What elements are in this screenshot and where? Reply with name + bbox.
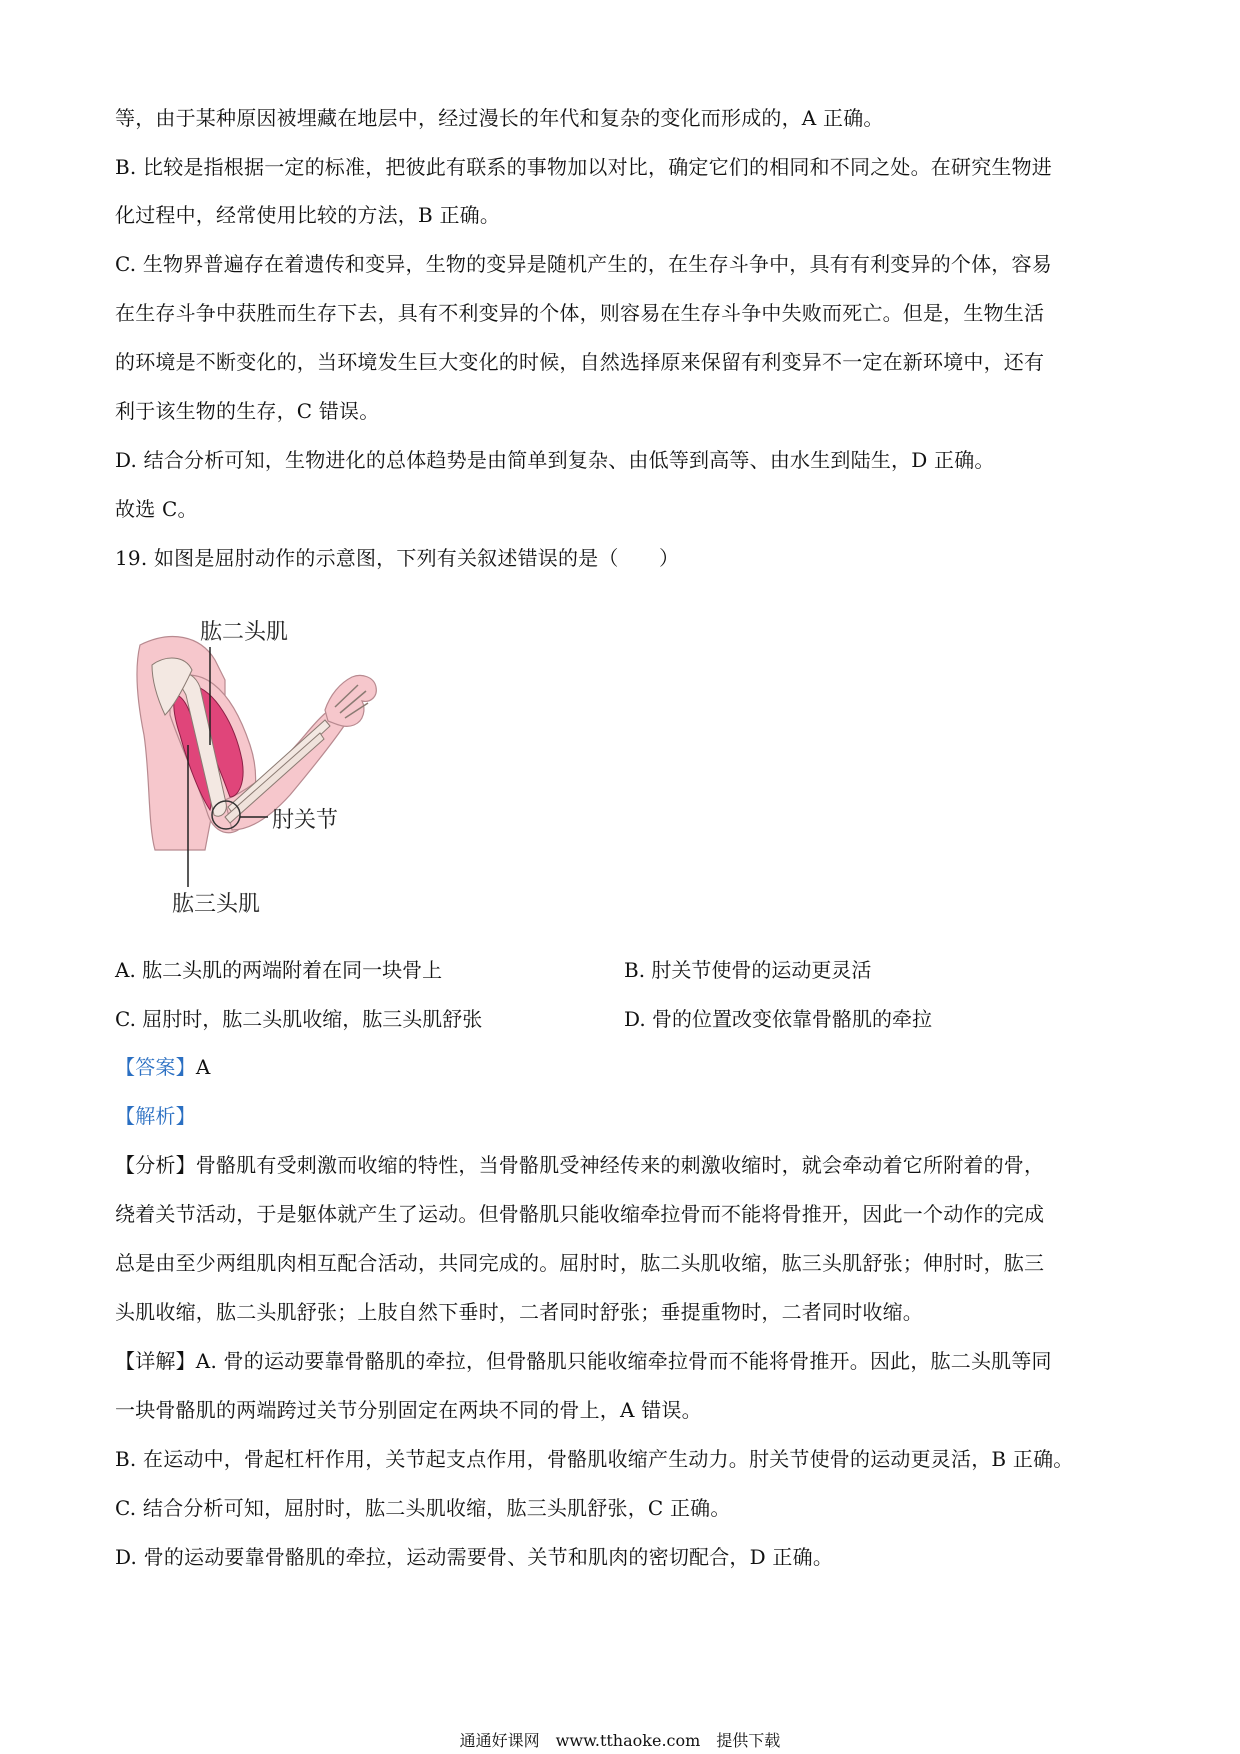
analysis-line: 头肌收缩，肱二头肌舒张；上肢自然下垂时，二者同时舒张；垂提重物时，二者同时收缩。 [115, 1300, 923, 1324]
paragraph-line: C. 生物界普遍存在着遗传和变异，生物的变异是随机产生的，在生存斗争中，具有有利变异的个体，容易 [115, 252, 1052, 276]
analysis-line: 总是由至少两组肌肉相互配合活动，共同完成的。屈肘时，肱二头肌收缩，肱三头肌舒张；伸肘时，肱三 [115, 1251, 1045, 1275]
answer-line [115, 1053, 1140, 1081]
paragraph-line: 利于该生物的生存，C 错误。 [115, 399, 380, 423]
paragraph-line: 等，由于某种原因被埋藏在地层中，经过漫长的年代和复杂的变化而形成的，A 正确。 [115, 106, 884, 130]
analysis-tag: 【解析】 [115, 1104, 196, 1128]
elbow-label: 肘关节 [272, 808, 339, 833]
detail-line: B. 在运动中，骨起杠杆作用，关节起支点作用，骨骼肌收缩产生动力。肘关节使骨的运动更灵活，B 正确。 [115, 1447, 1074, 1471]
answer-tag: 【答案】 [115, 1055, 196, 1079]
detail-line: 一块骨骼肌的两端跨过关节分别固定在两块不同的骨上，A 错误。 [115, 1398, 702, 1422]
paragraph-line: 故选 C。 [115, 497, 198, 521]
paragraph-line: D. 结合分析可知，生物进化的总体趋势是由简单到复杂、由低等到高等、由水生到陆生，D 正确。 [115, 448, 995, 472]
question-title: 19. 如图是屈肘动作的示意图，下列有关叙述错误的是（ ） [115, 546, 680, 570]
page-footer: 通通好课网 www.tthaoke.com 提供下载 [459, 1731, 781, 1750]
paragraph-line: 化过程中，经常使用比较的方法，B 正确。 [115, 203, 501, 227]
option-c: C. 屈肘时，肱二头肌收缩，肱三头肌舒张 [115, 1007, 483, 1031]
option-a: A. 肱二头肌的两端附着在同一块骨上 [115, 958, 443, 982]
hand [325, 675, 376, 726]
answer-value: A [195, 1055, 211, 1079]
arm-flexion-figure [130, 620, 400, 925]
detail-line: D. 骨的运动要靠骨骼肌的牵拉，运动需要骨、关节和肌肉的密切配合，D 正确。 [115, 1545, 834, 1569]
detail-line: 【详解】A. 骨的运动要靠骨骼肌的牵拉，但骨骼肌只能收缩牵拉骨而不能将骨推开。因此，肱二头肌等同 [115, 1349, 1052, 1373]
detail-line: C. 结合分析可知，屈肘时，肱二头肌收缩，肱三头肌舒张，C 正确。 [115, 1496, 731, 1520]
paragraph-line: 在生存斗争中获胜而生存下去，具有不利变异的个体，则容易在生存斗争中失败而死亡。但是，生物生活 [115, 301, 1045, 325]
paragraph-line: 的环境是不断变化的，当环境发生巨大变化的时候，自然选择原来保留有利变异不一定在新环境中，还有 [115, 350, 1045, 374]
option-d: D. 骨的位置改变依靠骨骼肌的牵拉 [624, 1007, 933, 1031]
triceps-label: 肱三头肌 [172, 892, 261, 917]
arm-diagram-svg [130, 625, 400, 925]
analysis-line: 【分析】骨骼肌有受刺激而收缩的特性，当骨骼肌受神经传来的刺激收缩时，就会牵动着它所附着的骨， [115, 1153, 1045, 1177]
analysis-line: 绕着关节活动，于是躯体就产生了运动。但骨骼肌只能收缩牵拉骨而不能将骨推开，因此一个动作的完成 [115, 1202, 1045, 1226]
paragraph-line: B. 比较是指根据一定的标准，把彼此有联系的事物加以对比，确定它们的相同和不同之处。在研究生物进 [115, 155, 1053, 179]
option-b: B. 肘关节使骨的运动更灵活 [624, 958, 872, 982]
biceps-label: 肱二头肌 [200, 620, 289, 645]
